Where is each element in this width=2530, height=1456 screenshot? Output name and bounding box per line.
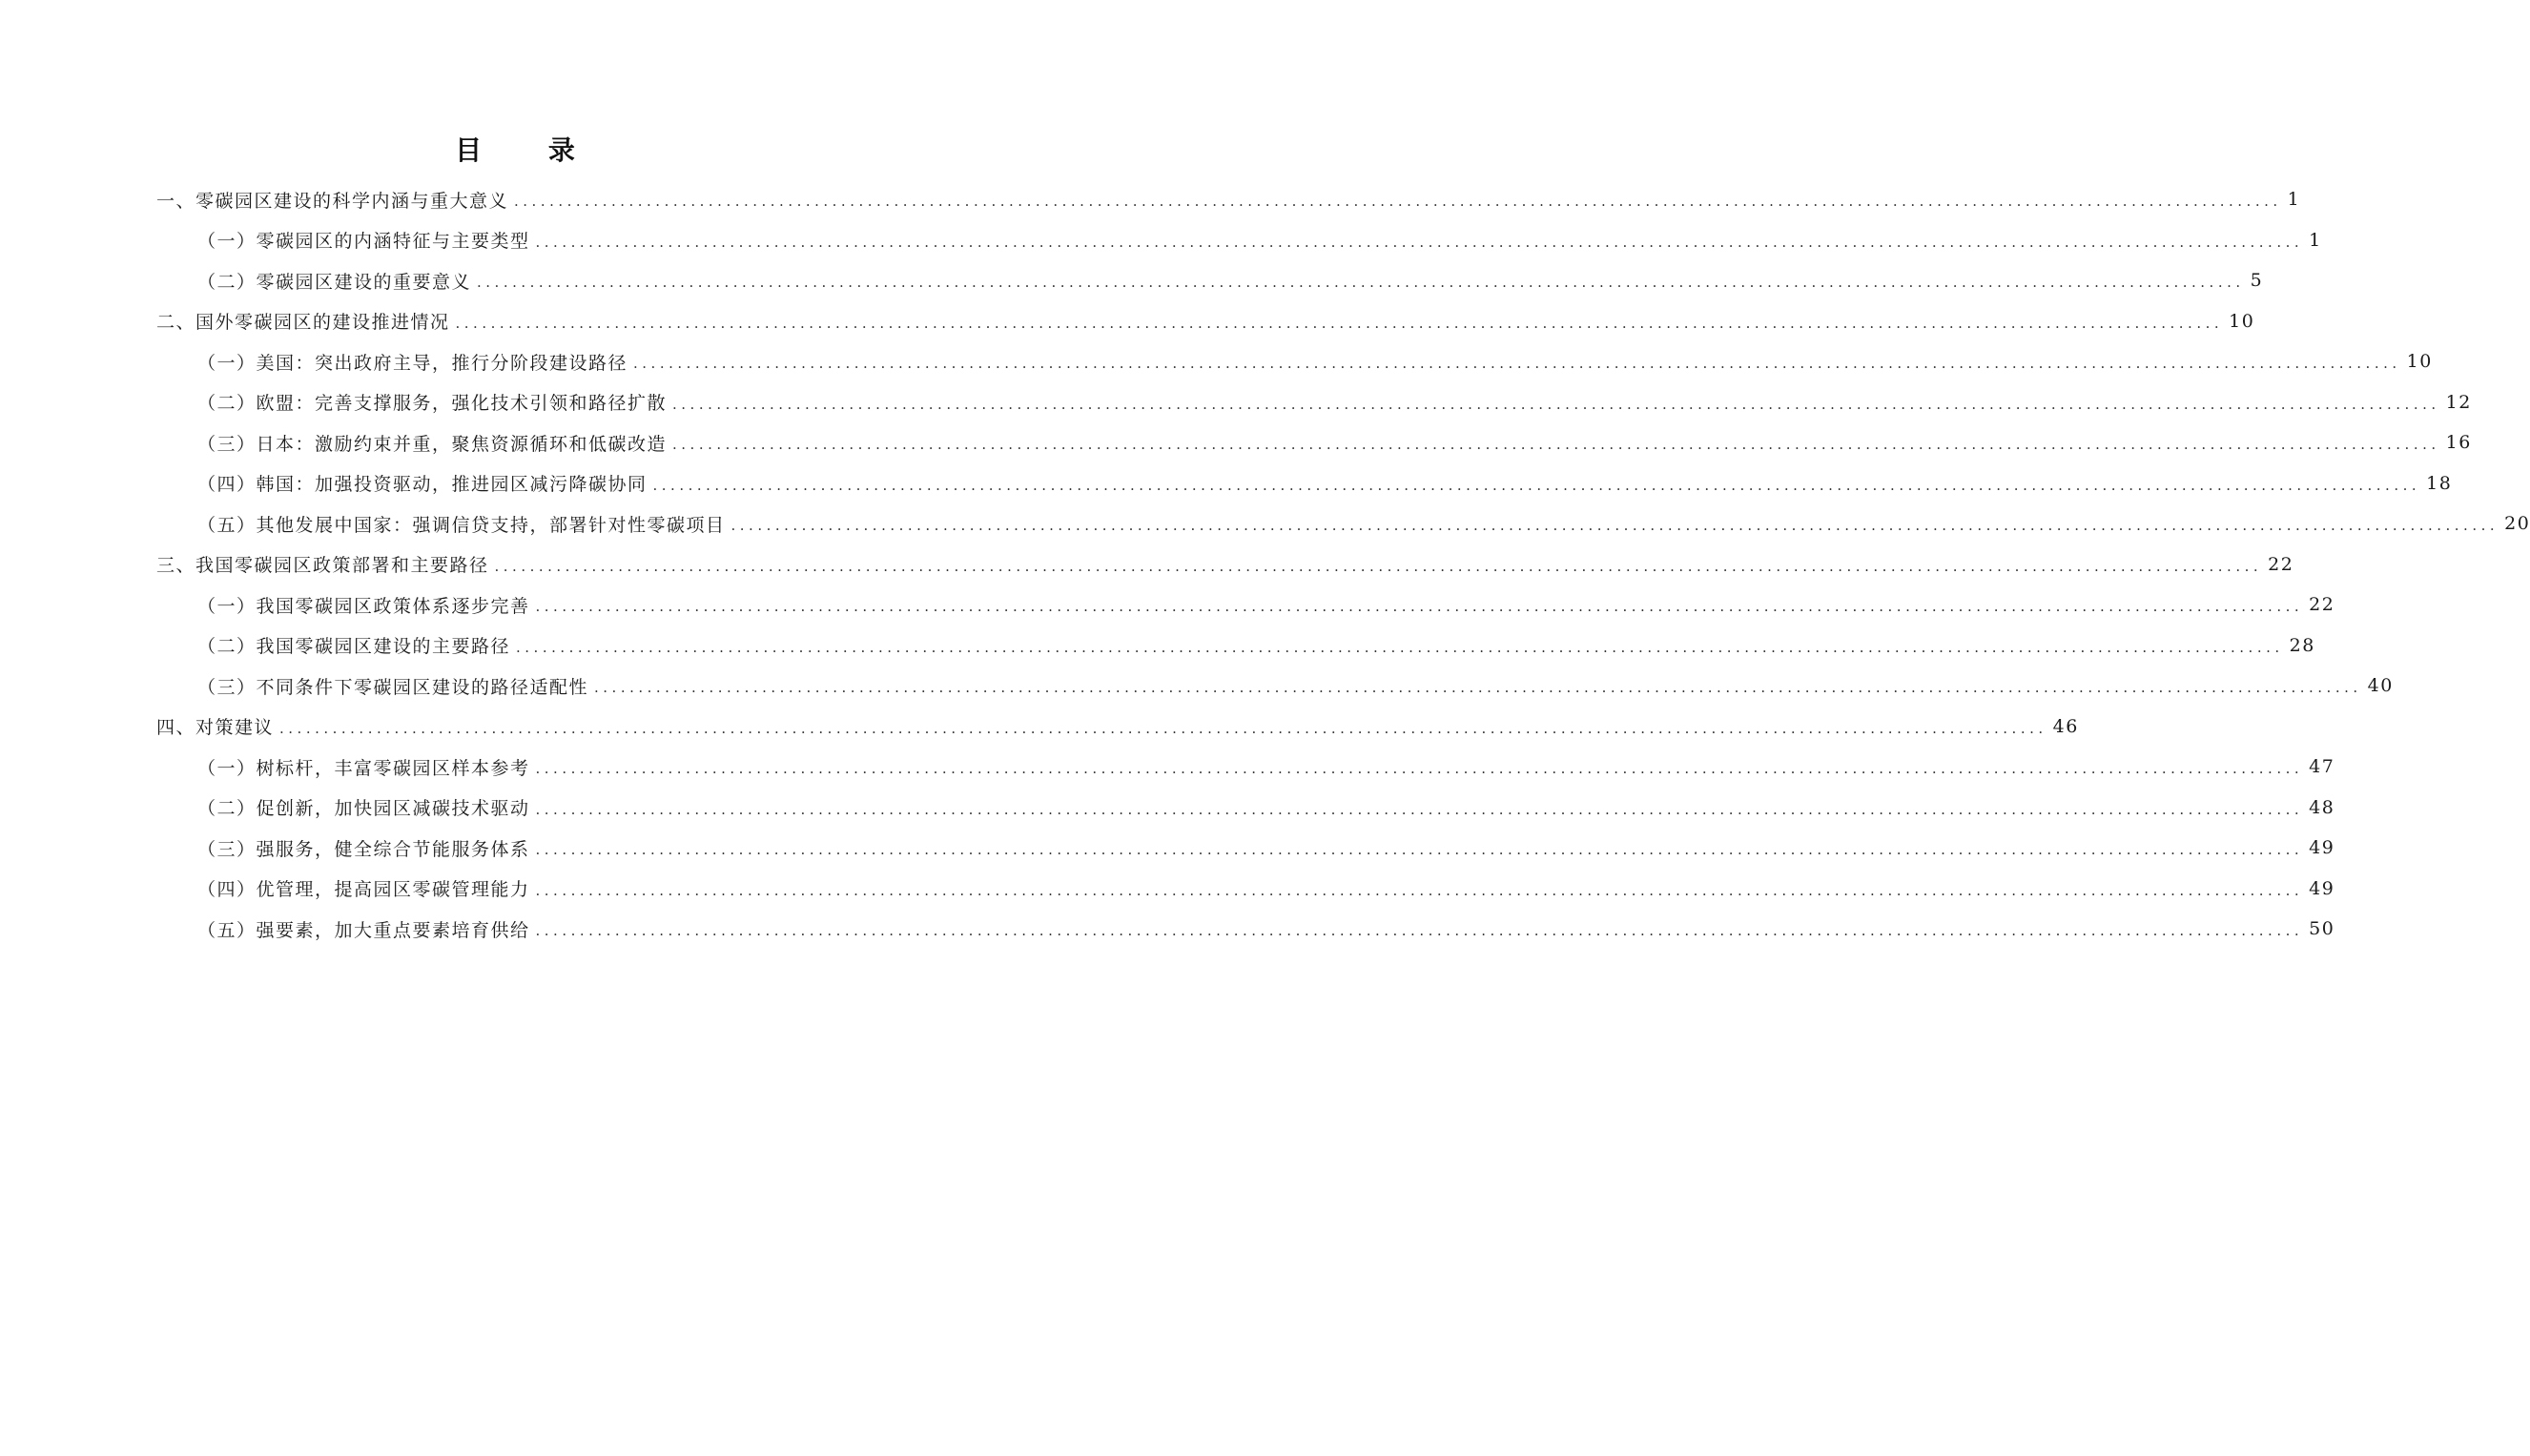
toc-entry[interactable]: [197, 909, 2335, 950]
toc-entry[interactable]: [197, 220, 2322, 261]
toc-page-number: 22: [2309, 594, 2335, 616]
toc-entry-title: （一）我国零碳园区政策体系逐步完善: [197, 595, 530, 617]
toc-dot-leader: ........................................................................................................................................................................................................: [652, 476, 2421, 494]
toc-page-number: 1: [2309, 229, 2322, 251]
toc-page-number: 22: [2268, 553, 2294, 575]
toc-page-number: 1: [2287, 189, 2301, 211]
toc-dot-leader: ........................................................................................................................................................................................................: [672, 395, 2440, 413]
toc-entry[interactable]: [197, 382, 2472, 423]
toc-page-number: 49: [2309, 837, 2335, 859]
toc-entry[interactable]: [197, 463, 2453, 504]
toc-dot-leader: ........................................................................................................................................................................................................: [279, 719, 2047, 737]
toc-dot-leader: ........................................................................................................................................................................................................: [730, 517, 2499, 535]
toc-entry-title: （三）日本：激励约束并重，聚焦资源循环和低碳改造: [197, 433, 668, 455]
toc-entry-title: （一）零碳园区的内涵特征与主要类型: [197, 231, 530, 253]
toc-title: 目 录: [455, 134, 604, 166]
toc-entry[interactable]: [197, 788, 2335, 829]
toc-page-number: 40: [2367, 675, 2394, 697]
toc-entry[interactable]: [156, 707, 2079, 748]
toc-page-number: 10: [2406, 351, 2433, 373]
toc-entry-title: （二）欧盟：完善支撑服务，强化技术引领和路径扩散: [197, 393, 668, 415]
toc-entry[interactable]: [197, 341, 2433, 382]
toc-page-number: 5: [2250, 270, 2264, 292]
toc-page-number: 28: [2289, 634, 2315, 656]
toc-page-number: 20: [2504, 513, 2530, 535]
toc-dot-leader: ........................................................................................................................................................................................................: [535, 760, 2304, 778]
toc-entry-title: 一、零碳园区建设的科学内涵与重大意义: [156, 190, 509, 212]
toc-entry-title: （五）强要素，加大重点要素培育供给: [197, 919, 530, 941]
toc-dot-leader: ........................................................................................................................................................................................................: [477, 274, 2245, 292]
toc-dot-leader: ........................................................................................................................................................................................................: [516, 638, 2284, 656]
toc-entry[interactable]: [197, 503, 2530, 544]
toc-page-number: 48: [2309, 796, 2335, 818]
toc-entry-title: （四）优管理，提高园区零碳管理能力: [197, 879, 530, 901]
toc-entry[interactable]: [197, 584, 2335, 625]
toc-dot-leader: ........................................................................................................................................................................................................: [535, 881, 2304, 899]
toc-entry-title: （二）零碳园区建设的重要意义: [197, 271, 472, 293]
toc-page-number: 18: [2426, 472, 2453, 494]
toc-entry[interactable]: [156, 544, 2294, 585]
toc-dot-leader: ........................................................................................................................................................................................................: [535, 233, 2304, 251]
toc-entry[interactable]: [197, 422, 2472, 463]
toc-entry[interactable]: [197, 260, 2264, 301]
toc-entry[interactable]: [197, 666, 2394, 707]
toc-entry[interactable]: [197, 747, 2335, 788]
toc-entry-title: （二）我国零碳园区建设的主要路径: [197, 636, 511, 658]
toc-dot-leader: ........................................................................................................................................................................................................: [633, 355, 2401, 373]
toc-page-number: 46: [2052, 715, 2079, 737]
toc-dot-leader: ........................................................................................................................................................................................................: [672, 436, 2440, 454]
toc-page-number: 50: [2309, 918, 2335, 940]
toc-entry[interactable]: [197, 625, 2315, 666]
toc-entry-title: （一）美国：突出政府主导，推行分阶段建设路径: [197, 352, 628, 374]
toc-dot-leader: ........................................................................................................................................................................................................: [494, 557, 2263, 575]
toc-entry-title: （五）其他发展中国家：强调信贷支持，部署针对性零碳项目: [197, 514, 726, 536]
toc-dot-leader: ........................................................................................................................................................................................................: [535, 841, 2304, 859]
toc-entry[interactable]: [197, 828, 2335, 869]
toc-dot-leader: ........................................................................................................................................................................................................: [535, 598, 2304, 616]
toc-entry-title: （二）促创新，加快园区减碳技术驱动: [197, 798, 530, 820]
toc-dot-leader: ........................................................................................................................................................................................................: [535, 922, 2304, 940]
toc-entry-title: 三、我国零碳园区政策部署和主要路径: [156, 555, 489, 577]
toc-entry-title: 二、国外零碳园区的建设推进情况: [156, 312, 450, 334]
toc-entry[interactable]: [197, 869, 2335, 910]
toc-dot-leader: ........................................................................................................................................................................................................: [594, 679, 2362, 697]
toc-entry[interactable]: [156, 301, 2255, 342]
toc-entry-title: 四、对策建议: [156, 717, 275, 739]
toc-entry[interactable]: [156, 179, 2301, 220]
toc-entry-title: （三）不同条件下零碳园区建设的路径适配性: [197, 676, 589, 698]
toc-page-number: 16: [2445, 432, 2472, 454]
toc-page-number: 47: [2309, 756, 2335, 778]
toc-dot-leader: ........................................................................................................................................................................................................: [535, 800, 2304, 818]
toc-page-number: 10: [2229, 310, 2255, 332]
toc-page-number: 12: [2445, 391, 2472, 413]
toc-entry-title: （一）树标杆，丰富零碳园区样本参考: [197, 757, 530, 779]
toc-entry-title: （三）强服务，健全综合节能服务体系: [197, 838, 530, 860]
toc-dot-leader: ........................................................................................................................................................................................................: [455, 314, 2224, 332]
toc-dot-leader: ........................................................................................................................................................................................................: [514, 193, 2282, 211]
toc-entry-title: （四）韩国：加强投资驱动，推进园区减污降碳协同: [197, 474, 648, 496]
toc-page-number: 49: [2309, 877, 2335, 899]
